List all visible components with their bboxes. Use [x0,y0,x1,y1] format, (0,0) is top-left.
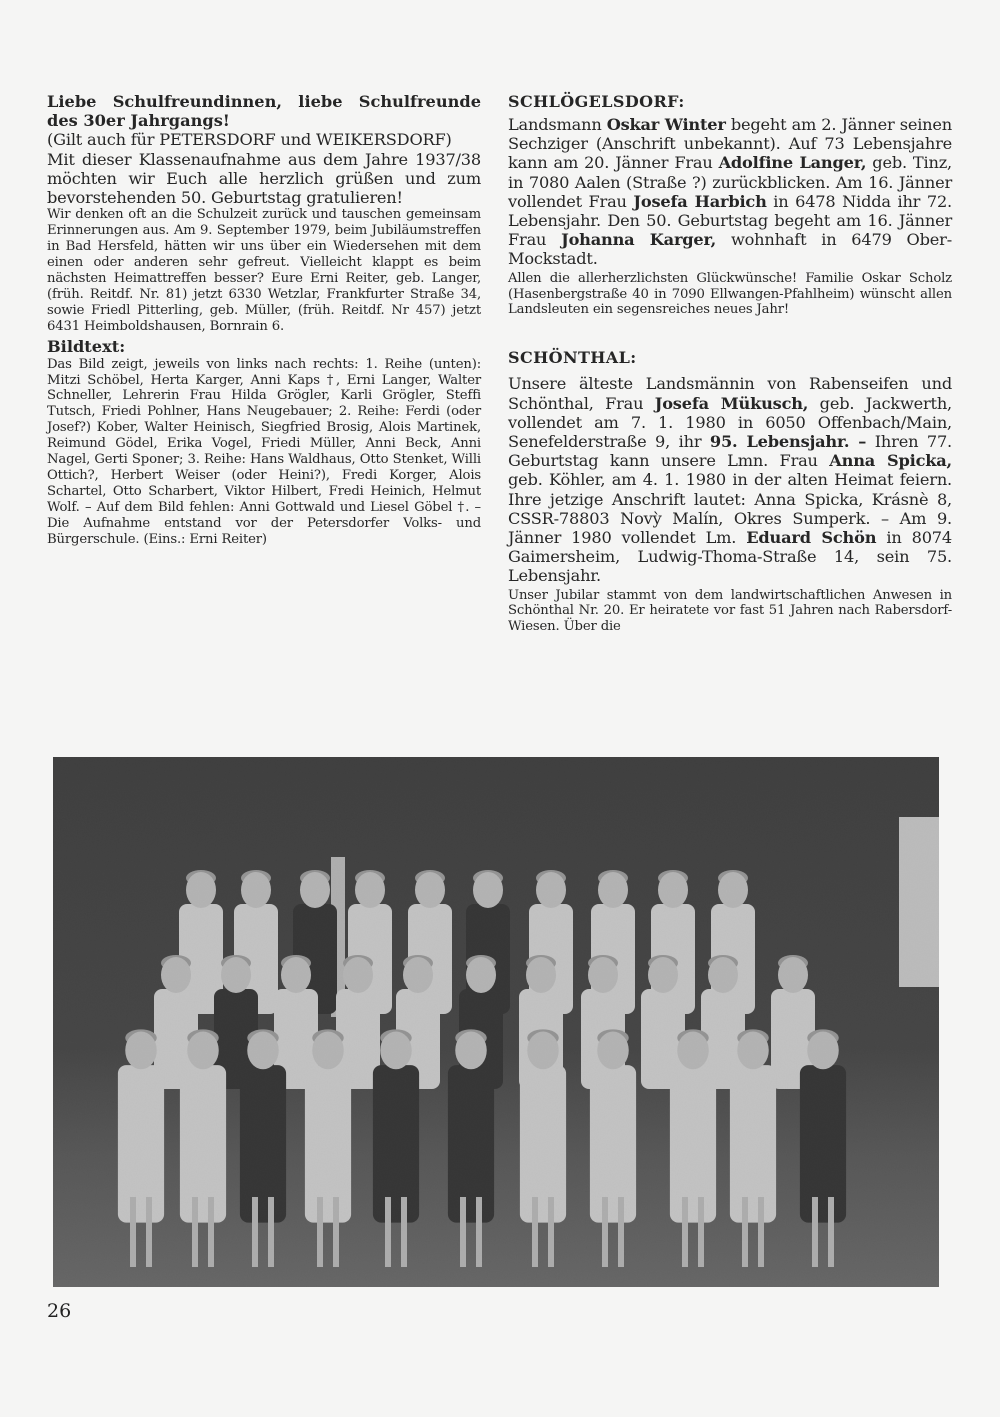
bold-name: 95. Lebensjahr. – [709,431,867,451]
bold-name: Josefa Mükusch, [654,393,809,413]
intro-paragraph: Mit dieser Klassenaufnahme aus dem Jahre 1937/38 möchten wir Euch alle herzlich grüßen und zum bevorstehenden 50. Geburtstag gratulieren! [47,149,481,208]
bold-name: Josefa Harbich [633,191,767,211]
left-column [47,92,481,548]
body-paragraph: Wir denken oft an die Schulzeit zurück und tauschen gemeinsam Erinnerungen aus. Am 9. September 1979, beim Jubiläumstreffen in Bad Hersfeld, hätten wir uns über ein Wiedersehen mit dem einen oder anderen sehr gefreut. Vielleicht klappt es beim nächsten Heimattreffen besser? Eure Erni Reiter, geb. Langer, (früh. Reitdf. Nr. 81) jetzt 6330 Wetzlar, Frankfurter Straße 34, sowie Friedl Pitterling, geb. Müller, (früh. Reitdf. Nr 457) jetzt 6431 Heimboldshausen, Bornrain 6. [47,207,481,334]
greeting-subtitle: (Gilt auch für PETERSDORF und WEIKERSDORF) [47,130,452,150]
page-number: 26 [47,1300,72,1322]
class-photo [53,757,939,1287]
photo-grain [53,757,939,1287]
greeting-title: Liebe Schulfreundinnen, liebe Schulfreunde des 30er Jahrgangs! [47,92,481,131]
bold-name: Anna Spicka, [829,451,952,471]
schoenthal-continuation: Unser Jubilar stammt von dem landwirtschaftlichen Anwesen in Schönthal Nr. 20. Er heiratete vor fast 51 Jahren nach Rabersdorf-Wiesen. Über die [508,587,952,635]
bold-name: Adolfine Langer, [718,153,867,173]
schloegelsdorf-paragraph: Landsmann Oskar Winter begeht am 2. Jänner seinen Sechziger (Anschrift unbekannt). Auf 73 Lebensjahre kann am 20. Jänner Frau Adolfine Langer, geb. Tinz, in 7080 Aalen (Straße ?) zurückblicken. Am 16. Jänner vollendet Frau Josefa Harbich in 6478 Nidda ihr 72. Lebensjahr. Den 50. Geburtstag begeht am 16. Jänner Frau Johanna Karger, wohnhaft in 6479 Ober-Mockstadt. [508,115,953,269]
photo-caption: Das Bild zeigt, jeweils von links nach rechts: 1. Reihe (unten): Mitzi Schöbel, Herta Karger, Anni Kaps †, Erni Langer, Walter Schneller, Lehrerin Frau Hilda Grögler, Karli Grögler, Steffi Tutsch, Friedi Pohlner, Hans Neugebauer; 2. Reihe: Ferdi (oder Josef?) Kober, Walter Heinisch, Siegfried Brosig, Alois Martinek, Reimund Gödel, Erika Vogel, Friedi Müller, Anni Beck, Anni Nagel, Gerti Sponer; 3. Reihe: Hans Waldhaus, Otto Stenket, Willi Ottich?, Herbert Weiser (oder Heini?), Fredi Korger, Alois Schartel, Otto Scharbert, Viktor Hilbert, Fredi Heinich, Helmut Wolf. – Auf dem Bild fehlen: Anni Gottwald und Liesel Göbel †. – Die Aufnahme entstand vor der Petersdorfer Volks- und Bürgerschule. (Eins.: Erni Reiter) [47,356,481,547]
bold-name: Johanna Karger, [561,230,717,250]
section-heading-schoenthal: SCHÖNTHAL: [508,348,637,368]
caption-heading: Bildtext: [47,337,126,357]
bold-name: Eduard Schön [746,527,877,547]
section-heading-schloegelsdorf: SCHLÖGELSDORF: [508,92,685,111]
class-photo-graphic [53,757,939,1287]
right-column [508,92,952,635]
bold-name: Oskar Winter [606,115,726,134]
schoenthal-paragraph: Unsere älteste Landsmännin von Rabenseifen und Schönthal, Frau Josefa Mükusch, geb. Jackwerth, vollendet am 7. 1. 1980 in 6050 Offenbach/Main, Senefelderstraße 9, ihr 95. Lebensjahr. – Ihren 77. Geburtstag kann unsere Lmn. Frau Anna Spicka, geb. Köhler, am 4. 1. 1980 in der alten Heimat feiern. Ihre jetzige Anschrift lautet: Anna Spicka, Krásnè 8, CSSR-78803 Novỳ Malín, Okres Sumperk. – Am 9. Jänner 1980 vollendet Lm. Eduard Schön in 8074 Gaimersheim, Ludwig-Thoma-Straße 14, sein 75. Lebensjahr. [508,374,952,586]
schloegelsdorf-greetings: Allen die allerherzlichsten Glückwünsche! Familie Oskar Scholz (Hasenbergstraße 40 in 7090 Ellwangen-Pfahlheim) wünscht allen Landsleuten ein segensreiches neues Jahr! [508,270,952,318]
